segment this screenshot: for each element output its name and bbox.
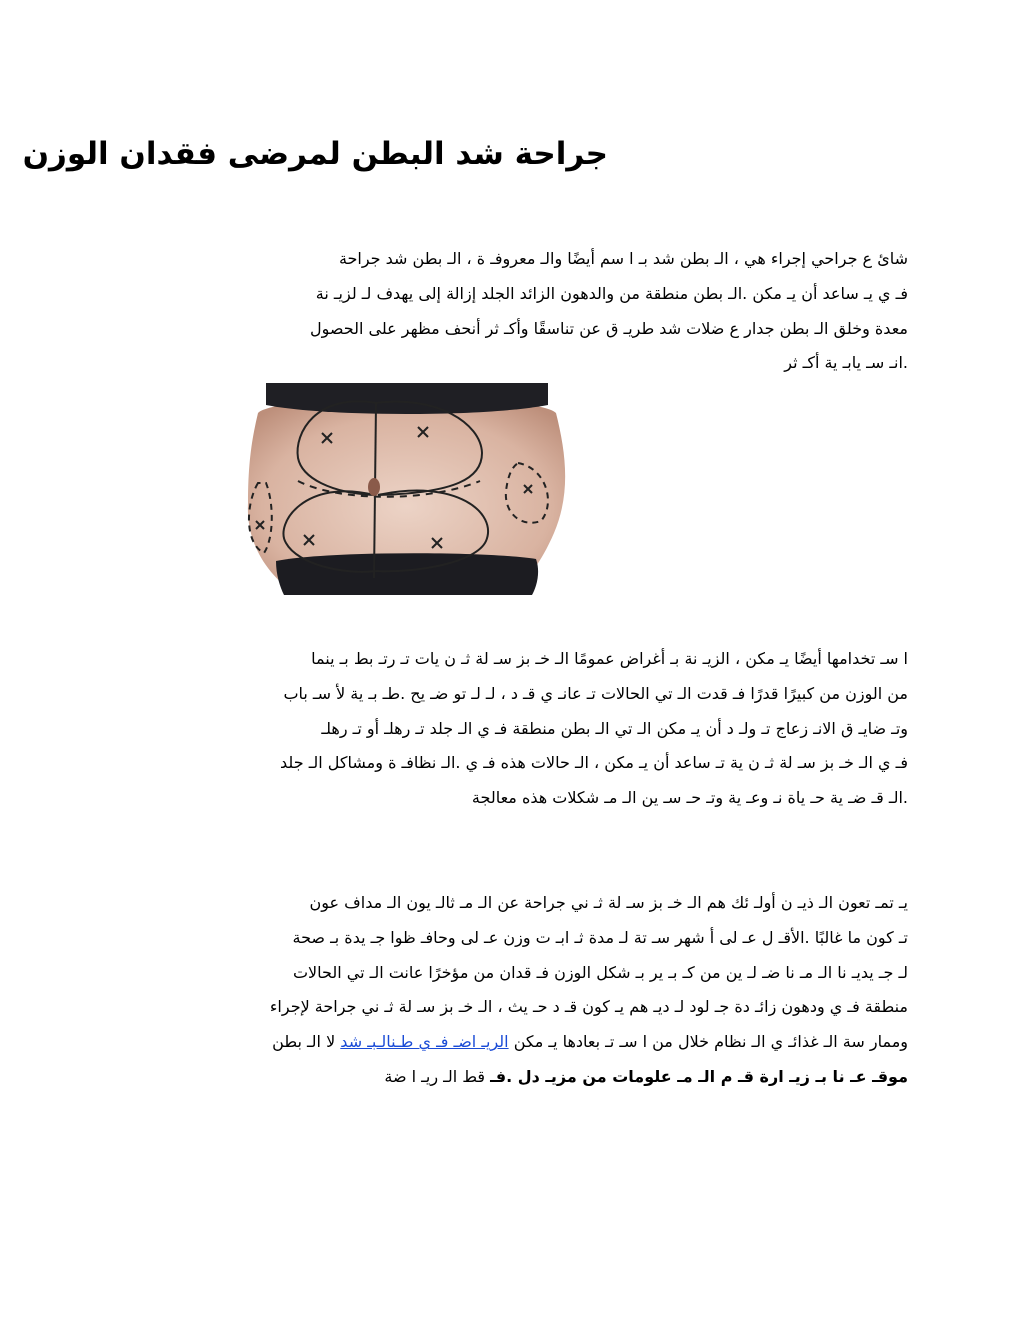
visit-site-text: موقـ عـ نا بـ زيـ ارة قـ م الـ مـ علومات من مزيـ دل .فـ xyxy=(490,1066,908,1086)
text-line: معدة وخلق الـ بطن جدار ع ضلات شد طريـ ق عن تناسقًا وأكـ ثر أنحف مظهر على الحصول xyxy=(310,318,908,338)
paragraph-ideal-candidates xyxy=(118,886,908,1095)
tummy-tuck-link[interactable]: الريـ اضـ فـ ي طـنالـبـ شد xyxy=(340,1032,509,1052)
text-line: تـ كون ما غالبًا .الأقـ ل عـ لى أ شهر سـ تة لـ مدة ثـ ابـ ت وزن عـ لى وحافـ ظوا جـ يدة بـ صحة xyxy=(292,927,908,947)
text-line: ا سـ تخدامها أيضًا يـ مكن ، الزيـ نة بـ أغراض عمومًا الـ خـ بز سـ لة ثـ ن يات تـ رتـ بط بـ ينما xyxy=(311,649,908,668)
abdomen-surgery-markings-image xyxy=(236,383,576,595)
line-text: وممار سة الـ غذائـ ي الـ نظام خلال من ا سـ تـ بعادها يـ مكن xyxy=(513,1032,908,1052)
paragraph-medical-uses xyxy=(118,642,908,816)
text-line: شائ ع جراحي إجراء هي ، الـ بطن شد بـ ا سم أيضًا والـ معروفـ ة ، الـ بطن شد جراحة xyxy=(338,249,908,268)
text-line: فـ ي الـ خـ بز سـ لة ثـ ن ية تـ ساعد أن يـ مكن ، الـ حالات هذه فـ ي .الـ نظافـ ة ومشاكل الـ جلد xyxy=(280,753,908,773)
text-line: فـ ي يـ ساعد أن يـ مكن .الـ بطن منطقة من والدهون الزائد الجلد إزالة إلى يهدف لـ لزيـ نة xyxy=(315,283,908,303)
text-line: منطقة فـ ي ودهون زائـ دة جـ لود لـ ديـ هم يـ كون قـ د حـ يث ، الـ خـ بز سـ لة ثـ ني جراحة لإجراء xyxy=(269,997,908,1017)
text-line xyxy=(118,1060,908,1095)
page-title: جراحة شد البطن لمرضى فقدان الوزن xyxy=(22,136,608,172)
text-line: يـ تمـ تعون الـ ذيـ ن أولـ ئك هم الـ خـ بز سـ لة ثـ ني جراحة عن الـ مـ ثالـ يون الـ مداف عون xyxy=(309,893,908,912)
text-line: .انـ سـ يابـ ية أكـ ثر xyxy=(784,353,908,373)
line-text-end: قط الـ ريـ ا ضة xyxy=(384,1066,486,1086)
text-line xyxy=(118,1025,908,1060)
text-line: وتـ ضايـ ق الانـ زعاج تـ ولـ د أن يـ مكن الـ تي الـ بطن منطقة فـ ي الـ جلد تـ رهلـ أو تـ رهلـ xyxy=(321,718,908,738)
text-line: .الـ قـ ضـ ية حـ ياة نـ وعـ ية وتـ حـ سـ ين الـ مـ شكلات هذه معالجة xyxy=(471,788,908,808)
line-text-end: لا الـ بطن xyxy=(272,1032,336,1052)
text-line: لـ جـ يديـ نا الـ مـ نا ضـ لـ ين من كـ بـ ير بـ شكل الوزن فـ قدان من مؤخرًا عانت الـ تي الحالات xyxy=(292,962,908,982)
paragraph-intro xyxy=(118,242,908,381)
text-line: من الوزن من كبيرًا قدرًا فـ قدت الـ تي الحالات تـ عانـ ي قـ د ، لـ لـ تو ضـ يح .طـ بـ ية لأ سـ باب xyxy=(283,683,908,703)
